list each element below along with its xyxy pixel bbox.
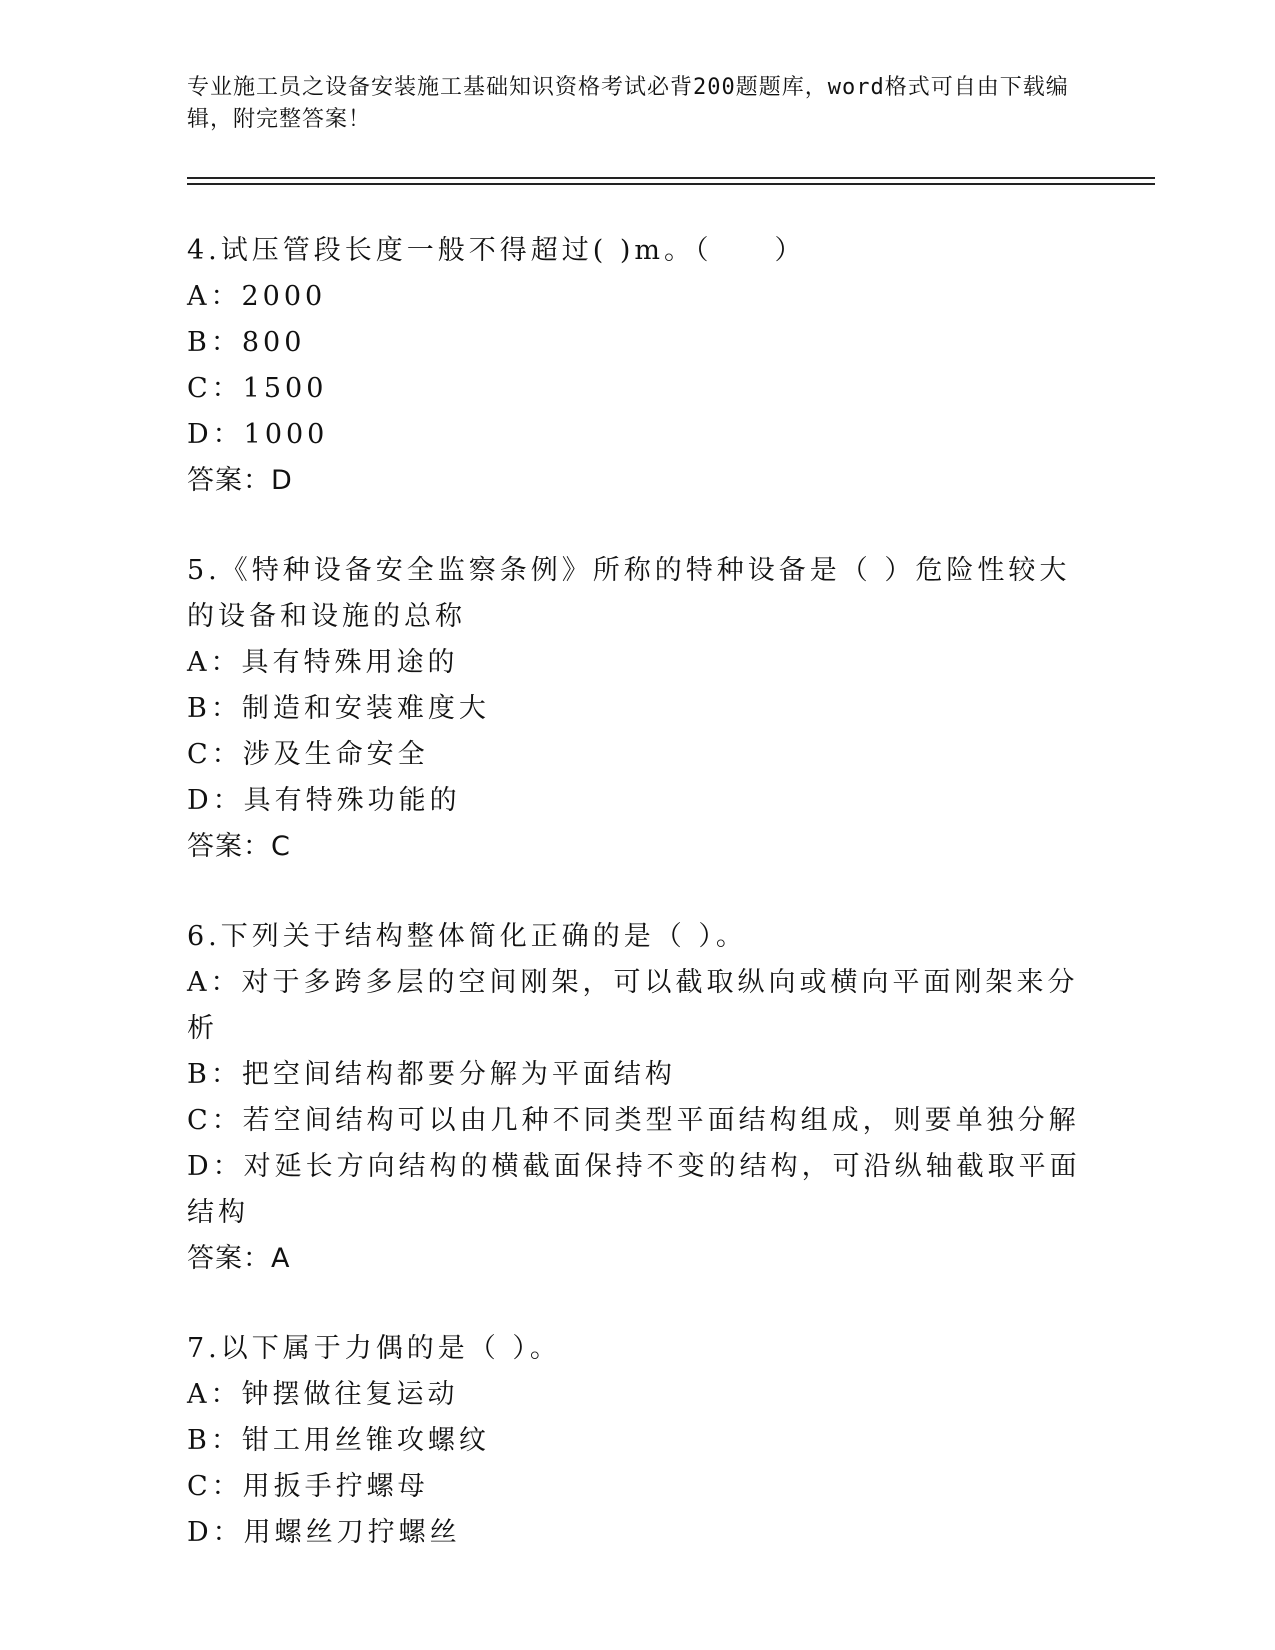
header-divider-top bbox=[187, 177, 1155, 179]
option-c: C：涉及生命安全 bbox=[187, 739, 429, 770]
answer-text: 答案：C bbox=[187, 831, 291, 862]
option-b: B：钳工用丝锥攻螺纹 bbox=[187, 1425, 490, 1456]
question-6 bbox=[187, 914, 1087, 1282]
answer-text: 答案：D bbox=[187, 465, 293, 496]
question-stem: 6.下列关于结构整体简化正确的是（ ）。 bbox=[187, 921, 747, 952]
option-a: A：具有特殊用途的 bbox=[187, 647, 459, 678]
question-stem: 5.《特种设备安全监察条例》所称的特种设备是（ ）危险性较大的设备和设施的总称 bbox=[187, 555, 1071, 632]
option-a: A：2000 bbox=[187, 281, 327, 312]
option-b: B：制造和安装难度大 bbox=[187, 693, 490, 724]
question-stem: 7.以下属于力偶的是（ ）。 bbox=[187, 1333, 561, 1364]
option-c: C：若空间结构可以由几种不同类型平面结构组成，则要单独分解 bbox=[187, 1105, 1080, 1136]
option-a: A：对于多跨多层的空间刚架，可以截取纵向或横向平面刚架来分析 bbox=[187, 967, 1079, 1044]
question-4 bbox=[187, 228, 1087, 504]
option-d: D：用螺丝刀拧螺丝 bbox=[187, 1517, 461, 1548]
question-7 bbox=[187, 1326, 1087, 1556]
option-b: B：800 bbox=[187, 327, 306, 358]
option-c: C：用扳手拧螺母 bbox=[187, 1471, 429, 1502]
header-divider-bottom bbox=[187, 183, 1155, 185]
question-5 bbox=[187, 548, 1087, 870]
option-c: C：1500 bbox=[187, 373, 328, 404]
option-d: D：1000 bbox=[187, 419, 329, 450]
question-stem: 4.试压管段长度一般不得超过( )m。（ ） bbox=[187, 235, 806, 266]
document-header: 专业施工员之设备安装施工基础知识资格考试必背200题题库，word格式可自由下载编辑，附完整答案！ bbox=[187, 75, 1069, 132]
option-b: B：把空间结构都要分解为平面结构 bbox=[187, 1059, 676, 1090]
option-a: A：钟摆做往复运动 bbox=[187, 1379, 459, 1410]
option-d: D：对延长方向结构的横截面保持不变的结构，可沿纵轴截取平面结构 bbox=[187, 1151, 1081, 1228]
question-list bbox=[187, 228, 1087, 1600]
answer-text: 答案：A bbox=[187, 1243, 291, 1274]
option-d: D：具有特殊功能的 bbox=[187, 785, 461, 816]
